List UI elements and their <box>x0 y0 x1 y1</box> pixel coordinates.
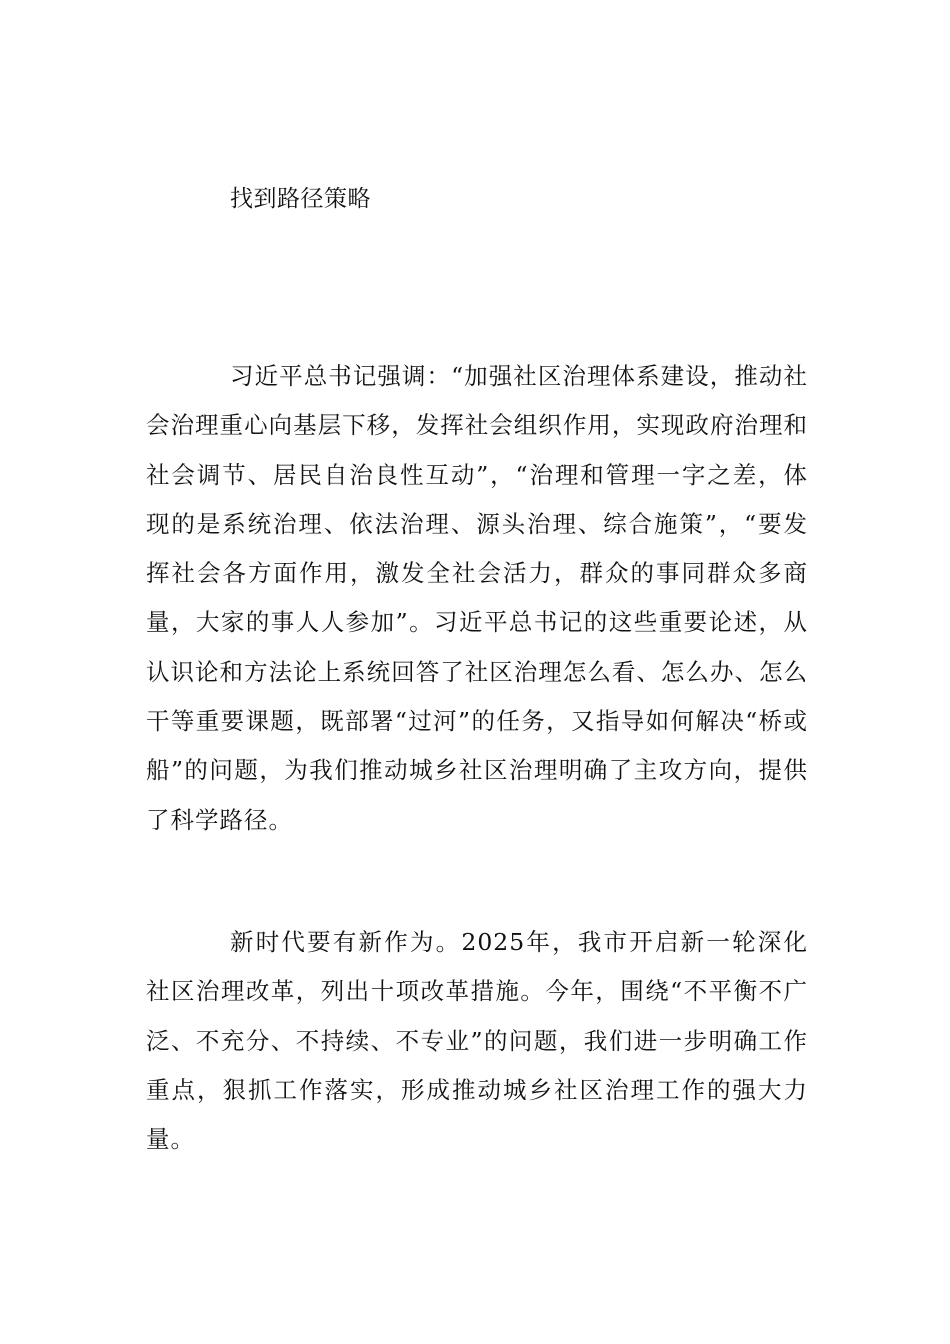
section-heading: 找到路径策略 <box>230 186 371 212</box>
paragraph-new-era: 新时代要有新作为。2025年，我市开启新一轮深化社区治理改革，列出十项改革措施。今年，围绕“不平衡不广泛、不充分、不持续、不专业”的问题，我们进一步明确工作重点，狠抓工作落实，形成推动城乡社区治理工作的强大力量。 <box>146 928 808 1154</box>
paragraph-quote: 习近平总书记强调：“加强社区治理体系建设，推动社会治理重心向基层下移，发挥社会组织作用，实现政府治理和社会调节、居民自治良性互动”，“治理和管理一字之差，体现的是系统治理、依法治理、源头治理、综合施策”，“要发挥社会各方面作用，激发全社会活力，群众的事同群众多商量，大家的事人人参加”。习近平总书记的这些重要论述，从认识论和方法论上系统回答了社区治理怎么看、怎么办、怎么干等重要课题，既部署“过河”的任务，又指导如何解决“桥或船”的问题，为我们推动城乡社区治理明确了主攻方向，提供了科学路径。 <box>146 362 808 834</box>
